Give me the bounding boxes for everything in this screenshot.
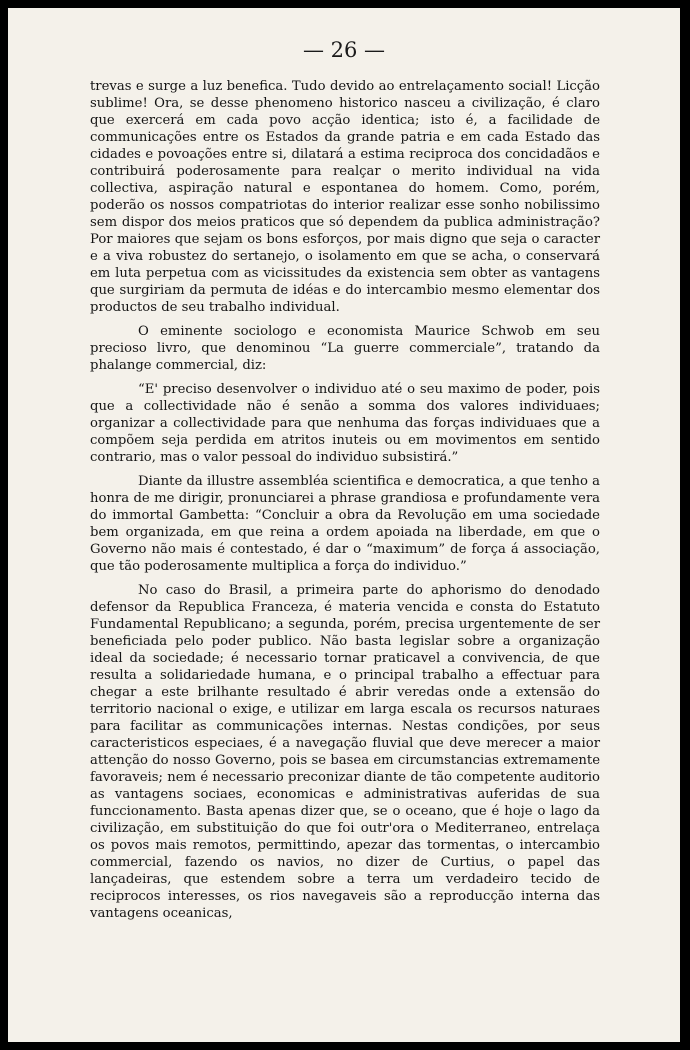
paragraph-brasil: No caso do Brasil, a primeira parte do aphorismo do denodado defensor da Republica Franceza, é materia vencida e consta do Estatuto Fundamental Republicano; a segunda, porém, precisa urgentemente de ser beneficiada pelo poder publico. Não basta legislar sobre a organização ideal da sociedade; é necessario tornar praticavel a convivencia, de que resulta a solidariedade humana, e o principal trabalho a effectuar para chegar a este brilhante resultado é abrir veredas onde a extensão do territorio nacional o exige, e utilizar em larga escala os recursos naturaes para facilitar as communicações internas. Nestas condições, por seus caracteristicos especiaes, é a navegação fluvial que deve merecer a maior attenção do nosso Governo, pois se basea em circumstancias extremamente favoraveis; nem é necessario preconizar diante de tão competente auditorio as vantagens sociaes, economicas e administrativas auferidas de sua funccionamento. Basta apenas dizer que, se o oceano, que é hoje o lago da civilização, em substituição do que foi outr'ora o Mediterraneo, entrelaça os povos mais remotos, permittindo, apezar das tormentas, o intercambio commercial, fazendo os navios, no dizer de Curtius, o papel das lançadeiras, que estendem sobre a terra um verdadeiro tecido de reciprocos interesses, os rios navegaveis são a reproducção interna das vantagens oceanicas,	[90, 583, 600, 921]
paragraph-2: O eminente sociologo e economista Maurice Schwob em seu precioso livro, que denominou “La guerre commerciale”, tratando da phalange commercial, diz:	[90, 324, 600, 373]
paragraph-gambetta: Diante da illustre assembléa scientifica e democratica, a que tenho a honra de me dirigir, pronunciarei a phrase grandiosa e profundamente vera do immortal Gambetta: “Concluir a obra da Revolução em uma sociedade bem organizada, em que reina a ordem apoiada na liberdade, em que o Governo não mais é contestado, é dar o “maximum” de força á associação, que tão poderosamente multiplica a força do individuo.”	[90, 474, 600, 574]
body-text	[90, 78, 600, 922]
paragraph-1: trevas e surge a luz benefica. Tudo devido ao entrelaçamento social! Licção sublime! Ora, se desse phenomeno historico nasceu a civilização, é claro que exercerá em cada povo acção identica; isto é, a facilidade de communicações entre os Estados da grande patria e em cada Estado das cidades e povoações entre si, dilatará a estima reciproca dos concidadãos e contribuirá poderosamente para realçar o merito individual na vida collectiva, aspiração natural e espontanea do homem. Como, porém, poderão os nossos compatriotas do interior realizar esse sonho nobilissimo sem dispor dos meios praticos que só dependem da publica administração? Por maiores que sejam os bons esforços, por mais digno que seja o caracter e a viva robustez do sertanejo, o isolamento em que se acha, o conservará em luta perpetua com as vicissitudes da existencia sem obter as vantagens que surgiriam da permuta de idéas e do intercambio mesmo elementar dos productos de seu trabalho individual.	[90, 79, 600, 315]
page-number: — 26 —	[302, 38, 386, 62]
quote-schwob: “E' preciso desenvolver o individuo até o seu maximo de poder, pois que a collectividade não é senão a somma dos valores individuaes; organizar a collectividade para que nenhuma das forças individuaes que a compõem seja perdida em atritos inuteis ou em movimentos em sentido contrario, mas o valor pessoal do individuo subsistirá.”	[90, 382, 600, 465]
document-page	[8, 8, 680, 1042]
